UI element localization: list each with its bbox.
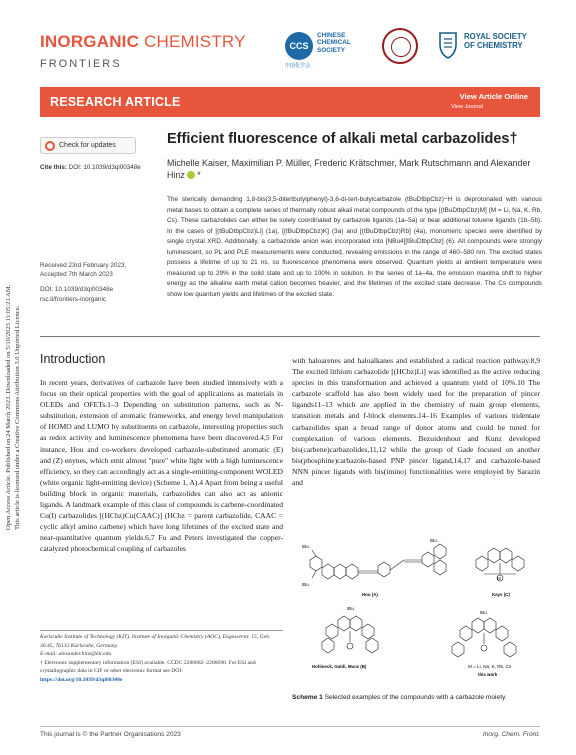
journal-header [40,28,540,78]
journal-subtitle: FRONTIERS [40,58,122,70]
ccs-chinese-name: 中国化学会 [285,63,311,69]
peking-university-seal[interactable] [382,28,418,64]
view-journal-link[interactable]: View Journal [451,104,483,110]
intro-column-right: with haloarenes and haloalkanes and established a radical reaction pathway.8,9 The excited lithium carbazolide [(HCbz)Li] was identified as the active reducing species in this transformation and achieved a quantum yield of 10%.10 The carbazole scaffold has also been widely used for the preparation of pincer ligands11–13 which are applied in the chemistry of main group elements, transition metals and f-block elements.14–16 Examples of various tridentate carbazolides span a broad range of donor atoms and could be tuned for complexation of various elements. Bezuidenhout and Kunz developed bis(carbene)carbazolides,11,12 while the group of Gade focused on another bis(phosphine)carbazole-based PNP pincer ligand,14,17 and carbazole-based NNN pincer ligands with bis(imino) functionalities were employed by Sarazin and [292,356,540,488]
author-list [167,158,537,181]
label-this-metal: M = Li, Na, K, Rb, Cs [468,664,512,669]
scheme-1-figure [292,530,540,688]
rsc-logo-mark[interactable] [436,30,460,60]
article-type: RESEARCH ARTICLE [50,95,181,109]
orcid-icon[interactable] [187,171,195,179]
side-note-line2: This article is licensed under a Creative Commons Attribution 3.0 Unported Licence. [14,305,21,530]
view-article-online-link[interactable]: View Article Online [459,92,528,101]
label-hou: Hou (A) [362,592,378,597]
section-heading-introduction: Introduction [40,352,106,366]
hou-tbu-label-2: tBu [302,582,309,587]
authors-text: Michelle Kaiser, Maximilian P. Müller, Frederic Krätschmer, Mark Rutschmann and Alexander Hinz [167,158,531,180]
label-holnbeck: Hohlneck, Guldi, Munz (B) [312,664,367,669]
check-for-updates-button[interactable] [40,137,136,154]
received-date: Received 23rd February 2023, [40,262,127,269]
hou-tbu-label-3: tBu [430,538,437,543]
abstract: The sterically demanding 1,8-bis(3,5-ditertbutylphenyl)-3,6-di-tert-butylcarbazole (tBuDtbpCbz)−H is deprotonated with various metal bases to obtain a complete series of thermally robust alkali metal compounds of the type [(tBuDtbpCbz)M] (M = Li, Na, K, Rb, Cs). These carbazolides can either be solely coordinated by carbazole ligands (1a–5a) or bear additional toluene ligands (1b–5b). In the cases of [(tBuDtbpCbz)Li] (1a), [(tBuDtbpCbz)K] (3a) and [(tBuDtbpCbz)Rb] (4a), monomeric species were identified by single crystal XRD. Additionally, a carbazolide anion was incorporated into [NBu4][tBuDtbpCbz] (6). All compounds were strongly luminescent, so PL and PLE measurements were conducted, revealing emissions in the range of 460–580 nm. The excited states possess a lifetime of up to 21 ns, so fluorescence phenomena were observed. Quantum yields at ambient temperature were measured up to 29% in the solid state and up to 100% in solution. In the series of 1a–4a, the emission maxima shift to higher energy as the alkaline earth metal cation becomes heavier, and the lifetimes of the excited state decrease. The Cs compounds show low quantum yields and lifetimes of the excited state. [167,196,542,298]
label-this-work: this work [478,672,498,677]
label-kays: Kays (C) [492,592,510,597]
article-doi-block [40,285,113,305]
article-doi[interactable]: DOI: 10.1039/d3qi00348e [40,286,114,293]
esi-doi-link[interactable]: https://doi.org/10.1039/d3qi00348e [40,676,123,683]
ccs-line2: CHEMICAL [317,39,351,47]
rsc-name[interactable] [464,32,527,50]
received-accepted [40,261,126,279]
accepted-date: Accepted 7th March 2023 [40,271,113,278]
cite-line [40,164,141,171]
update-ring-icon [45,141,55,151]
ccs-line1: CHINESE [317,32,346,39]
affiliation: Karlsruhe Institute of Technology (KIT), Institute of Inorganic Chemistry (AOC), Engesserstr. 15, Geb. 30.45, 76131 Karlsruhe, Germany. [40,634,271,649]
footer-journal: Inorg. Chem. Front. [482,731,540,738]
article-type-banner [40,87,540,117]
article-title: Efficient fluorescence of alkali metal carbazolides† [167,131,518,147]
kays-metal-label: M [497,576,501,581]
journal-title-bold: INORGANIC [40,32,140,51]
ccs-name [317,32,351,54]
journal-title[interactable] [40,32,246,52]
esi-note: † Electronic supplementary information (ESI) available. CCDC 2206682–2206690. For ESI and crystallographic data in CIF or other electronic format see DOI: [40,659,256,675]
header-divider [40,336,540,337]
footer-rule [40,726,540,727]
journal-title-light: CHEMISTRY [139,32,246,51]
ccs-line3: SOCIETY [317,46,346,54]
email[interactable]: E-mail: alexander.hinz@kit.edu [40,651,112,658]
rsc-line2: OF CHEMISTRY [464,41,523,50]
holnbeck-tbu: tBu [347,606,354,611]
scheme-1-caption [292,693,540,702]
footer-copyright: This journal is © the Partner Organisations 2023 [40,731,181,738]
cite-label: Cite this: [40,164,67,171]
hou-tbu-label: tBu [302,544,309,549]
structure-this-work [452,618,516,657]
rsc-line1: ROYAL SOCIETY [464,32,527,41]
scheme-1-label: Scheme 1 [292,694,323,701]
footnotes [40,633,283,685]
check-for-updates-label: Check for updates [59,142,116,149]
open-access-side-note [4,150,34,530]
structure-hou-a [310,544,446,579]
scheme-1-caption-text: Selected examples of the compounds with a carbazole moiety. [322,694,507,701]
corresponding-mark: * [194,169,201,180]
side-note-line1: Open Access Article. Published on 24 March 2023. Downloaded on 5/10/2023 11:05:21 AM. [5,284,12,530]
structure-holnbeck-b [322,616,378,653]
cite-doi[interactable]: DOI: 10.1039/d3qi00348e [66,164,141,171]
this-work-tbu: tBu [480,610,487,615]
footnote-rule [40,630,283,631]
ccs-logo[interactable]: CCS [285,32,313,60]
intro-column-left: In recent years, derivatives of carbazole have been studied intensively with a focus on their optical properties with the goal of applications as materials in OLEDs and OFETs.1–3 Depending on substitution patterns, such as N-substitution, extension of aromatic frameworks, and energy level manipulation of HOMO and LUMO by substituents on carbazole, interesting properties such as redox activity and luminescence phenomena have been discovered.4,5 For instance, Hou and co-workers developed carbazole-substituted aromatic (E) and (Z) enynes, which emit almost "pure" white light with a high luminescence efficiency, so they can accordingly act as a single-emitting-component WOLED (white organic light-emitting device) (Scheme 1, A).4 Apart from being a useful building block in organic materials, carbazolides can also act as anionic ligands. A landmark example of this class of compounds is carbene-coordinated Cu(I) carbazolides [(HCbz)Cu(CAAC)] (HCbz = parent carbazolide, CAAC = cyclic alkyl amino carbene) which have long lifetimes of the excited state and near-quantitative quantum yields.6,7 Fu and Peters investigated the copper-catalyzed photochemical coupling of carbazoles [40,378,284,554]
journal-short-url[interactable]: rsc.li/frontiers-inorganic [40,296,107,303]
